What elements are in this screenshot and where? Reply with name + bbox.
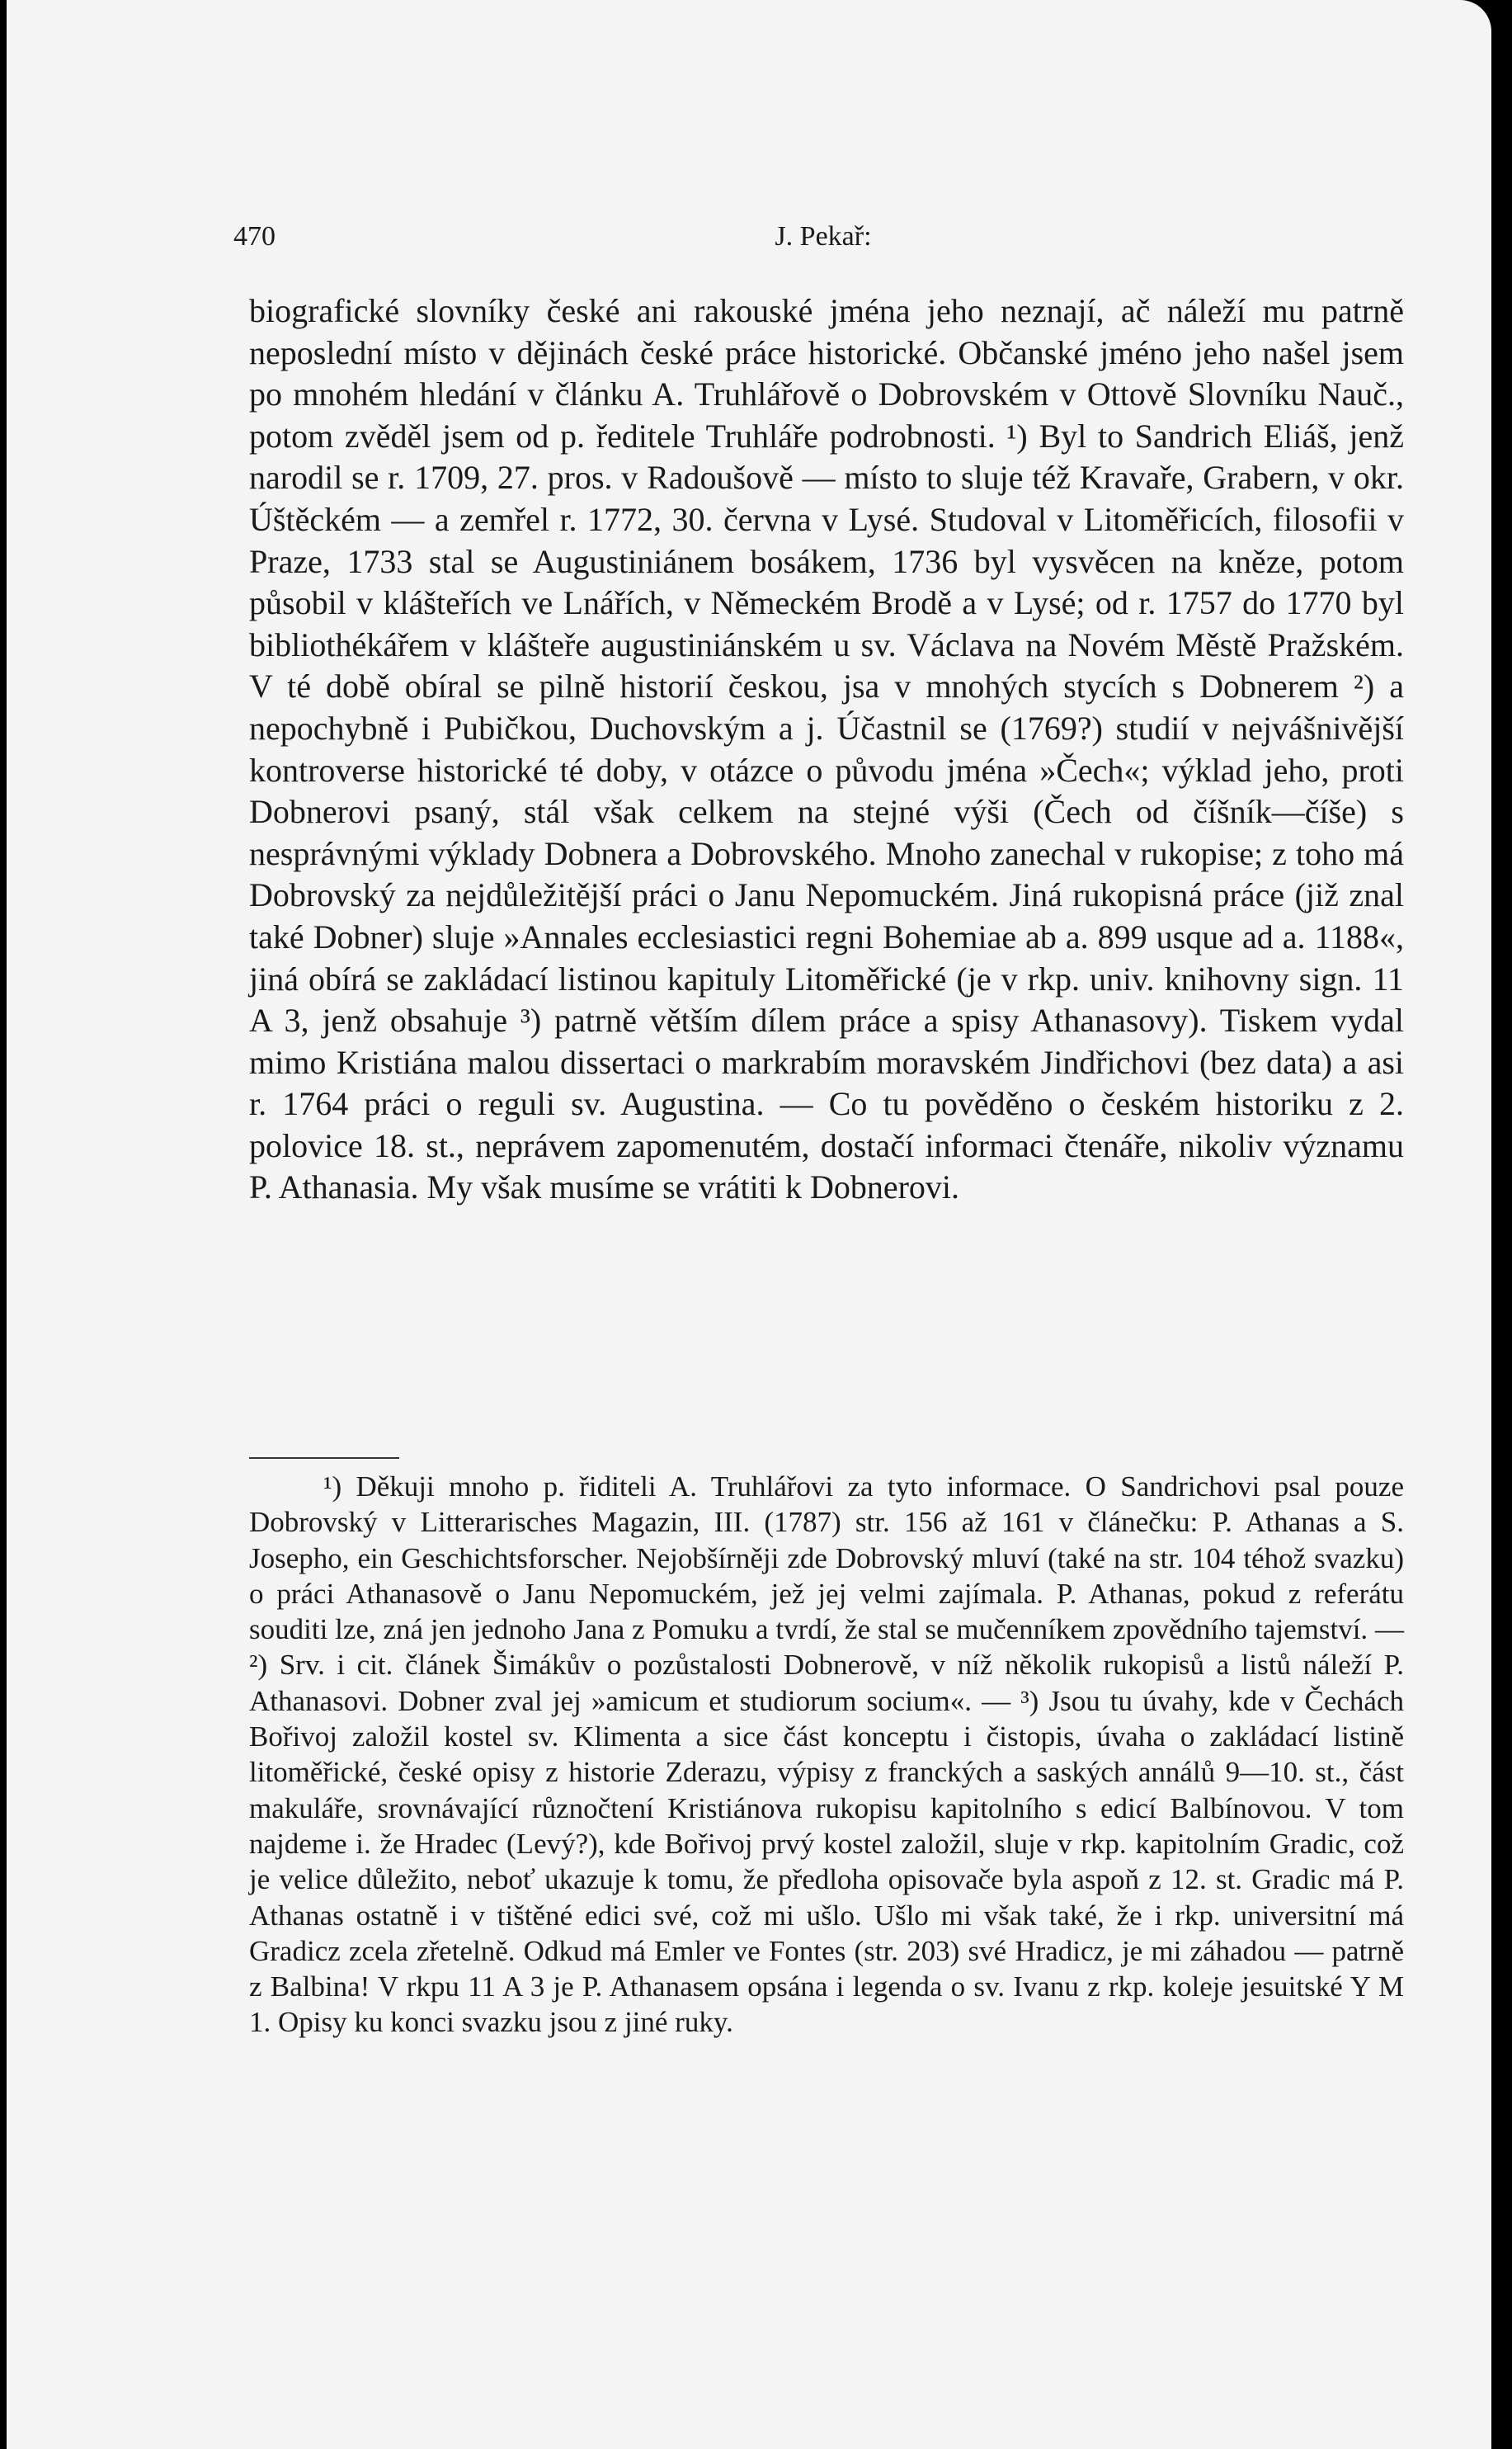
page-number: 470	[233, 221, 276, 252]
body-paragraph: biografické slovníky české ani rakouské jména jeho neznají, ač náleží mu patrně neposlední místo v dějinách české práce historické. Občanské jméno jeho našel jsem po mnohém hledání v článku A. Truhlářově o Dobrovském v Ottově Slovníku Nauč., potom zvěděl jsem od p. ředitele Truhláře podrobnosti. ¹) Byl to Sandrich Eliáš, jenž narodil se r. 1709, 27. pros. v Radoušově — místo to sluje též Kravaře, Grabern, v okr. Úštěckém — a zemřel r. 1772, 30. června v Lysé. Studoval v Litoměřicích, filosofii v Praze, 1733 stal se Augustiniánem bosákem, 1736 byl vysvěcen na kněze, potom působil v klášteřích ve Lnářích, v Německém Brodě a v Lysé; od r. 1757 do 1770 byl bibliothékářem v klášteře augustiniánském u sv. Václava na Novém Městě Pražském. V té době obíral se pilně historií českou, jsa v mnohých stycích s Dobnerem ²) a nepochybně i Pubičkou, Duchovským a j. Účastnil se (1769?) studií v nejvášnivější kontroverse historické té doby, v otázce o původu jména »Čech«; výklad jeho, proti Dobnerovi psaný, stál však celkem na stejné výši (Čech od číšník—číše) s nesprávnými výklady Dobnera a Dobrovského. Mnoho zanechal v rukopise; z toho má Dobrovský za nejdůležitější práci o Janu Nepomuckém. Jiná rukopisná práce (již znal také Dobner) sluje »Annales ecclesiastici regni Bohemiae ab a. 899 usque ad a. 1188«, jiná obírá se zakládací listinou kapituly Litoměřické (je v rkp. univ. knihovny sign. 11 A 3, jenž obsahuje ³) patrně větším dílem práce a spisy Athanasovy). Tiskem vydal mimo Kristiána malou dissertaci o markrabím moravském Jindřichovi (bez data) a asi r. 1764 práci o reguli sv. Augustina. — Co tu pověděno o českém historiku z 2. polovice 18. st., neprávem zapomenutém, dostačí informaci čtenáře, nikoliv významu P. Athanasia. My však musíme se vrátiti k Dobnerovi.	[249, 292, 1404, 1206]
footnote-rule	[249, 1457, 399, 1459]
page-header	[233, 221, 1413, 262]
running-head: J. Pekař:	[775, 221, 872, 252]
footnotes: ¹) Děkuji mnoho p. řiditeli A. Truhlářovi za tyto informace. O Sandrichovi psal pouze Dobrovský v Litterarisches Magazin, III. (1787) str. 156 až 161 v článečku: P. Athanas a S. Josepho, ein Geschichtsforscher. Nejobšírněji zde Dobrovský mluví (také na str. 104 téhož svazku) o práci Athanasově o Janu Nepomuckém, jež jej velmi zajímala. P. Athanas, pokud z referátu souditi lze, zná jen jednoho Jana z Pomuku a tvrdí, že stal se mučenníkem zpovědního tajemství. — ²) Srv. i cit. článek Šimákův o pozůstalosti Dobnerově, v níž několik rukopisů a listů náleží P. Athanasovi. Dobner zval jej »amicum et studiorum socium«. — ³) Jsou tu úvahy, kde v Čechách Bořivoj založil kostel sv. Klimenta a sice část konceptu i čistopis, úvaha o zakládací listině litoměřické, české opisy z historie Zderazu, výpisy z franckých a saských annálů 9—10. st., část makuláře, srovnávající různočtení Kristiánova rukopisu kapitolního s edicí Balbínovou. V tom najdeme i. že Hradec (Levý?), kde Bořivoj prvý kostel založil, sluje v rkp. kapitolním Gradic, což je velice důležito, neboť ukazuje k tomu, že předloha opisovače byla aspoň z 12. st. Gradic má P. Athanas ostatně i v tištěné edici své, což mi ušlo. Ušlo mi však také, že i rkp. universitní má Gradicz zcela zřetelně. Odkud má Emler ve Fontes (str. 203) své Hradicz, je mi záhadou — patrně z Balbina! V rkpu 11 A 3 je P. Athanasem opsána i legenda o sv. Ivanu z rkp. koleje jesuitské Y M 1. Opisy ku konci svazku jsou z jiné ruky.	[249, 1470, 1404, 2039]
